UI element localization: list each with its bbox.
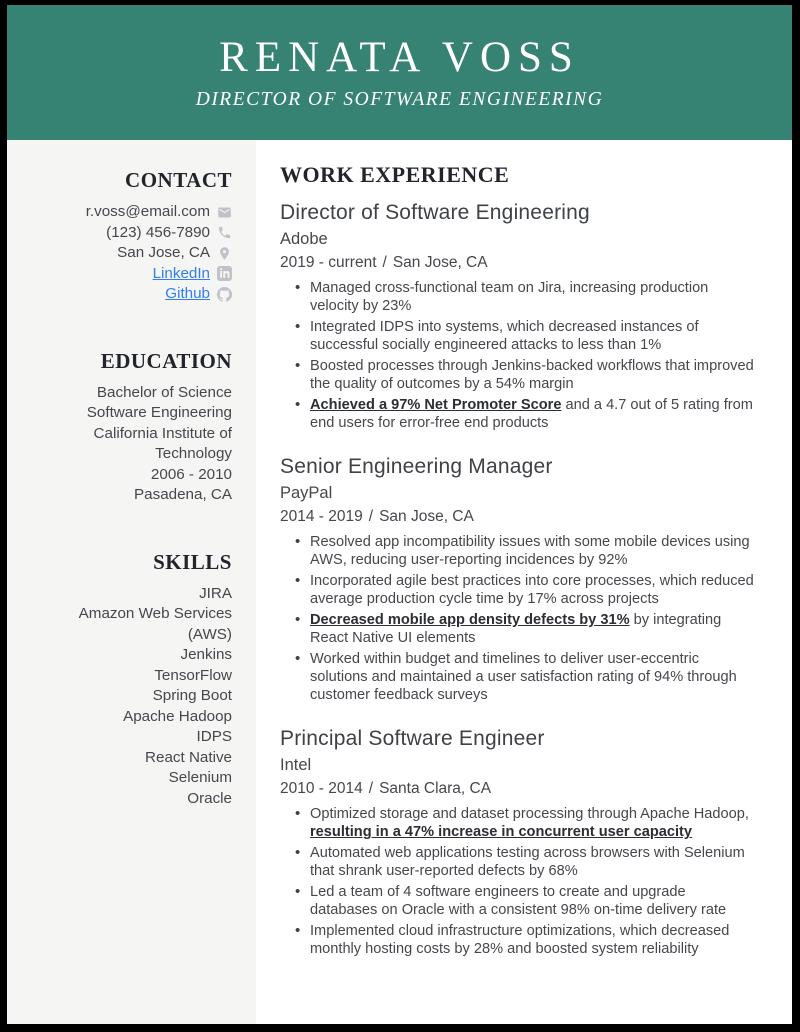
job-company: Adobe [280,230,328,249]
skill-item: React Native [145,748,232,766]
bullet-text: Automated web applications testing across browsers with Selenium that shrank user-reported defects by 68% [310,845,745,880]
bullet-text: Incorporated agile best practices into core processes, which reduced average production cycle time by 17% across projects [310,573,754,608]
skill-item: Selenium [168,769,232,786]
education-line: 2006 - 2010 [150,465,232,483]
job-company: Intel [280,756,312,775]
skill-item: JIRA [199,584,232,602]
education-line: Bachelor of Science [96,383,232,401]
skill-item: Amazon Web Services (AWS) [78,605,232,643]
date-location-separator: / [368,508,374,526]
github-link[interactable]: Github [165,285,210,302]
skill-list [47,584,232,810]
job-entry [280,201,756,432]
bullet-emphasis-text: resulting in a 47% increase in concurrent user capacity [310,824,693,841]
bullet-text: Integrated IDPS into systems, which decreased instances of successful socially engineered attacks to less than 1% [310,319,699,354]
job-list [280,201,756,958]
contact-text: San Jose, CA [117,244,210,261]
bullet-text: by integrating React Native UI elements [310,612,722,647]
job-location: Santa Clara, CA [379,780,492,798]
location-pin-icon [217,246,232,261]
job-dates-location [280,780,756,798]
work-experience-section [256,140,792,1024]
job-bullet [310,611,756,647]
job-bullet [310,805,756,841]
job-bullet [310,650,756,704]
resume-page [7,5,792,1024]
education-line: Software Engineering [86,404,232,421]
job-title: Senior Engineering Manager [280,455,553,479]
job-company: PayPal [280,484,333,503]
bullet-text: Boosted processes through Jenkins-backed workflows that improved the quality of outcomes by a 54% margin [310,358,754,393]
education-heading: EDUCATION [100,348,232,373]
job-dates-location [280,254,756,272]
work-experience-heading: WORK EXPERIENCE [280,162,510,187]
github-icon [217,287,232,302]
content-columns [7,140,792,1024]
job-title: Principal Software Engineer [280,727,545,751]
job-bullet-list [280,805,756,958]
skill-item: TensorFlow [154,666,232,684]
job-bullet [310,279,756,315]
contact-item [47,223,232,244]
job-dates: 2014 - 2019 [280,508,363,526]
education-line: California Institute of Technology [93,424,232,462]
bullet-text: Led a team of 4 software engineers to create and upgrade databases on Oracle with a consistent 98% on-time delivery rate [310,884,727,919]
bullet-text: Worked within budget and timelines to deliver user-eccentric solutions and maintained a user satisfaction rating of 94% through customer feedback surveys [310,651,737,704]
job-title: Director of Software Engineering [280,201,590,224]
education-line: Pasadena, CA [134,486,232,503]
skill-item: Oracle [187,789,232,807]
job-entry [280,727,756,958]
job-location: San Jose, CA [379,508,474,526]
job-bullet-list [280,279,756,432]
bullet-text: Implemented cloud infrastructure optimizations, which decreased monthly hosting costs by 28% and boosted system reliability [310,923,730,958]
contact-item [47,264,232,285]
person-job-title: DIRECTOR OF SOFTWARE ENGINEERING [195,89,604,111]
linkedin-icon [217,266,232,281]
education-section [47,349,232,506]
job-bullet [310,883,756,919]
phone-icon [217,225,232,240]
contact-text: (123) 456-7890 [106,223,210,241]
header-banner [7,5,792,140]
contact-item [47,243,232,264]
job-dates: 2019 - current [280,254,377,272]
person-name: RENATA VOSS [219,33,580,81]
skills-section [47,550,232,810]
linkedin-link[interactable]: LinkedIn [152,264,210,282]
job-dates: 2010 - 2014 [280,780,363,798]
job-location: San Jose, CA [392,254,488,272]
job-dates-location [280,508,756,526]
bullet-text: Optimized storage and dataset processing through Apache Hadoop, [310,806,749,823]
education-details [47,383,232,506]
job-bullet [310,396,756,432]
bullet-emphasis-text: Achieved a 97% Net Promoter Score [310,397,562,414]
bullet-text: and a 4.7 out of 5 rating from end users for error-free end products [310,397,753,432]
contact-item [47,202,232,223]
job-entry [280,455,756,704]
envelope-icon [217,205,232,220]
skills-heading: SKILLS [153,549,232,574]
contact-text: r.voss@email.com [85,203,210,220]
contact-item [47,284,232,305]
job-bullet [310,533,756,569]
skill-item: Jenkins [180,646,232,663]
job-bullet [310,318,756,354]
sidebar [7,140,256,1024]
contact-list [47,202,232,305]
contact-section [47,168,232,305]
contact-heading: CONTACT [125,168,232,192]
skill-item: Spring Boot [152,687,232,704]
bullet-text: Resolved app incompatibility issues with some mobile devices using AWS, reducing user-reporting incidences by 92% [310,534,750,569]
job-bullet [310,572,756,608]
skill-item: IDPS [196,728,232,745]
skill-item: Apache Hadoop [123,707,232,725]
date-location-separator: / [368,780,374,798]
job-bullet [310,357,756,393]
job-bullet-list [280,533,756,704]
date-location-separator: / [382,254,387,272]
job-bullet [310,844,756,880]
job-bullet [310,922,756,958]
bullet-text: Managed cross-functional team on Jira, increasing production velocity by 23% [310,280,709,315]
bullet-emphasis-text: Decreased mobile app density defects by 31% [310,612,630,629]
